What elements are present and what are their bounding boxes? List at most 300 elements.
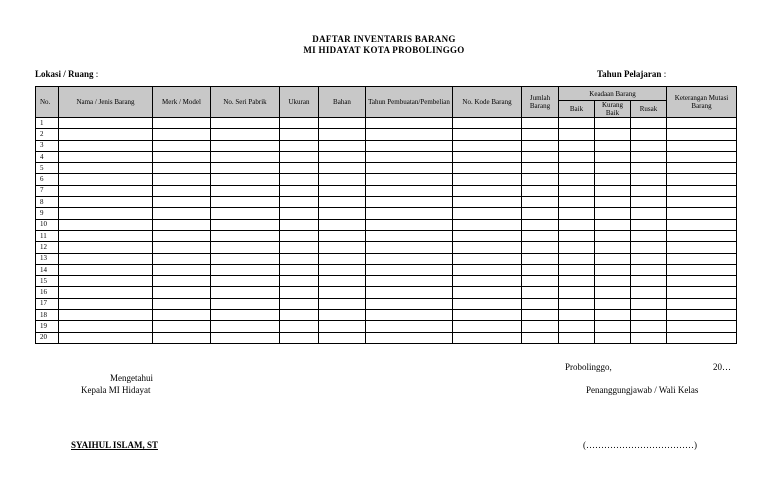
table-row [36, 264, 737, 275]
row-number: 3 [36, 140, 59, 151]
table-cell [319, 321, 366, 332]
table-cell [453, 242, 522, 253]
table-cell [595, 208, 631, 219]
col-header-bahan: Bahan [319, 87, 366, 118]
table-cell [559, 208, 595, 219]
table-cell [153, 140, 211, 151]
table-cell [153, 197, 211, 208]
table-cell [280, 287, 319, 298]
table-cell [280, 129, 319, 140]
table-cell [211, 242, 280, 253]
table-cell [453, 185, 522, 196]
table-cell [667, 253, 737, 264]
table-cell [453, 298, 522, 309]
row-number: 12 [36, 242, 59, 253]
table-cell [366, 253, 453, 264]
row-number: 6 [36, 174, 59, 185]
table-cell [631, 163, 667, 174]
table-cell [667, 264, 737, 275]
table-cell [453, 321, 522, 332]
table-cell [153, 287, 211, 298]
table-cell [667, 197, 737, 208]
table-cell [631, 310, 667, 321]
table-cell [211, 230, 280, 241]
table-cell [631, 174, 667, 185]
penanggungjawab-label: Penanggungjawab / Wali Kelas [586, 385, 699, 395]
table-cell [280, 163, 319, 174]
table-cell [559, 310, 595, 321]
table-cell [366, 287, 453, 298]
table-cell [667, 332, 737, 343]
table-cell [667, 118, 737, 129]
table-cell [559, 242, 595, 253]
table-cell [595, 310, 631, 321]
table-cell [631, 321, 667, 332]
col-header-kode: No. Kode Barang [453, 87, 522, 118]
document-title: DAFTAR INVENTARIS BARANG [312, 34, 456, 44]
table-cell [453, 287, 522, 298]
table-cell [211, 151, 280, 162]
table-row [36, 276, 737, 287]
table-cell [595, 219, 631, 230]
table-cell [366, 129, 453, 140]
table-cell [211, 129, 280, 140]
table-cell [319, 264, 366, 275]
table-cell [631, 276, 667, 287]
table-cell [631, 264, 667, 275]
table-cell [59, 118, 153, 129]
table-cell [319, 151, 366, 162]
table-cell [153, 174, 211, 185]
table-cell [453, 174, 522, 185]
table-cell [280, 332, 319, 343]
row-number: 15 [36, 276, 59, 287]
table-cell [59, 230, 153, 241]
table-cell [153, 230, 211, 241]
table-cell [667, 276, 737, 287]
table-cell [595, 253, 631, 264]
table-cell [631, 197, 667, 208]
place-label: Probolinggo, [565, 362, 612, 372]
table-cell [595, 230, 631, 241]
col-header-tahun: Tahun Pembuatan/Pembelian [366, 87, 453, 118]
table-cell [631, 185, 667, 196]
table-cell [366, 298, 453, 309]
table-cell [595, 298, 631, 309]
table-cell [522, 230, 559, 241]
tahun-pelajaran-label: Tahun Pelajaran [597, 69, 662, 79]
row-number: 9 [36, 208, 59, 219]
table-cell [595, 287, 631, 298]
table-cell [631, 208, 667, 219]
row-number: 16 [36, 287, 59, 298]
table-row [36, 140, 737, 151]
table-cell [522, 321, 559, 332]
table-cell [559, 140, 595, 151]
table-cell [453, 197, 522, 208]
table-cell [631, 151, 667, 162]
table-cell [522, 264, 559, 275]
table-cell [522, 208, 559, 219]
table-cell [211, 276, 280, 287]
table-cell [153, 253, 211, 264]
col-header-nama: Nama / Jenis Barang [59, 87, 153, 118]
table-cell [453, 118, 522, 129]
table-cell [522, 287, 559, 298]
table-cell [366, 174, 453, 185]
table-cell [366, 332, 453, 343]
table-cell [631, 219, 667, 230]
table-cell [319, 332, 366, 343]
table-cell [59, 287, 153, 298]
table-cell [667, 174, 737, 185]
table-cell [280, 151, 319, 162]
table-cell [59, 140, 153, 151]
col-header-kurang-baik: Kurang Baik [595, 101, 631, 118]
table-cell [211, 332, 280, 343]
table-cell [59, 298, 153, 309]
table-cell [595, 332, 631, 343]
col-header-merk: Merk / Model [153, 87, 211, 118]
table-cell [211, 287, 280, 298]
table-row [36, 219, 737, 230]
row-number: 4 [36, 151, 59, 162]
table-cell [453, 332, 522, 343]
table-cell [595, 197, 631, 208]
row-number: 20 [36, 332, 59, 343]
table-cell [319, 118, 366, 129]
table-cell [366, 185, 453, 196]
table-cell [522, 298, 559, 309]
table-cell [522, 332, 559, 343]
row-number: 5 [36, 163, 59, 174]
table-cell [319, 310, 366, 321]
table-cell [59, 174, 153, 185]
table-cell [280, 230, 319, 241]
table-cell [595, 151, 631, 162]
table-cell [366, 219, 453, 230]
table-cell [453, 129, 522, 140]
table-cell [522, 310, 559, 321]
table-cell [559, 151, 595, 162]
table-cell [280, 197, 319, 208]
table-cell [366, 118, 453, 129]
table-cell [595, 185, 631, 196]
table-cell [667, 208, 737, 219]
table-cell [522, 253, 559, 264]
table-row [36, 230, 737, 241]
table-cell [319, 253, 366, 264]
table-cell [280, 140, 319, 151]
row-number: 18 [36, 310, 59, 321]
table-cell [595, 242, 631, 253]
table-cell [153, 129, 211, 140]
table-cell [559, 332, 595, 343]
table-cell [59, 310, 153, 321]
table-cell [595, 163, 631, 174]
table-cell [153, 332, 211, 343]
kepala-label: Kepala MI Hidayat [81, 385, 151, 395]
table-cell [522, 219, 559, 230]
col-header-rusak: Rusak [631, 101, 667, 118]
table-cell [631, 230, 667, 241]
table-cell [366, 151, 453, 162]
table-cell [522, 185, 559, 196]
table-cell [211, 310, 280, 321]
table-row [36, 253, 737, 264]
table-cell [153, 219, 211, 230]
document-subtitle: MI HIDAYAT KOTA PROBOLINGGO [303, 45, 465, 55]
table-cell [631, 287, 667, 298]
table-cell [280, 310, 319, 321]
table-cell [153, 185, 211, 196]
table-cell [366, 230, 453, 241]
table-cell [559, 197, 595, 208]
table-cell [59, 151, 153, 162]
table-cell [153, 264, 211, 275]
table-cell [559, 287, 595, 298]
table-cell [280, 219, 319, 230]
table-cell [631, 298, 667, 309]
table-cell [366, 140, 453, 151]
table-cell [280, 185, 319, 196]
table-cell [522, 163, 559, 174]
table-cell [319, 219, 366, 230]
year-label: 20… [713, 362, 731, 372]
col-header-keadaan: Keadaan Barang [559, 87, 667, 101]
tahun-pelajaran-colon: : [663, 69, 667, 79]
table-cell [631, 129, 667, 140]
table-cell [559, 321, 595, 332]
col-header-seri: No. Seri Pabrik [211, 87, 280, 118]
table-cell [153, 276, 211, 287]
table-cell [319, 197, 366, 208]
table-cell [280, 321, 319, 332]
table-cell [280, 242, 319, 253]
table-cell [559, 230, 595, 241]
row-number: 19 [36, 321, 59, 332]
table-cell [319, 242, 366, 253]
row-number: 11 [36, 230, 59, 241]
table-cell [453, 219, 522, 230]
table-cell [667, 287, 737, 298]
table-cell [153, 151, 211, 162]
table-cell [280, 298, 319, 309]
table-cell [559, 219, 595, 230]
table-cell [559, 185, 595, 196]
row-number: 10 [36, 219, 59, 230]
table-cell [319, 140, 366, 151]
table-cell [595, 174, 631, 185]
table-cell [667, 219, 737, 230]
row-number: 1 [36, 118, 59, 129]
table-row [36, 208, 737, 219]
table-cell [366, 264, 453, 275]
table-cell [319, 230, 366, 241]
inventory-table [35, 86, 737, 344]
table-cell [280, 174, 319, 185]
table-cell [667, 230, 737, 241]
table-cell [559, 174, 595, 185]
table-cell [559, 129, 595, 140]
table-cell [667, 151, 737, 162]
table-cell [59, 321, 153, 332]
table-cell [559, 163, 595, 174]
table-cell [366, 276, 453, 287]
table-cell [522, 242, 559, 253]
table-cell [667, 242, 737, 253]
table-cell [595, 276, 631, 287]
table-cell [453, 208, 522, 219]
table-cell [366, 163, 453, 174]
table-cell [667, 163, 737, 174]
table-cell [153, 118, 211, 129]
table-cell [59, 242, 153, 253]
table-cell [319, 129, 366, 140]
table-cell [453, 230, 522, 241]
table-cell [59, 276, 153, 287]
table-cell [366, 197, 453, 208]
table-cell [366, 321, 453, 332]
table-cell [453, 264, 522, 275]
col-header-jumlah: Jumlah Barang [522, 87, 559, 118]
row-number: 2 [36, 129, 59, 140]
signature-placeholder: (………………………………) [583, 440, 697, 450]
table-cell [522, 129, 559, 140]
table-cell [211, 174, 280, 185]
table-cell [595, 140, 631, 151]
table-row [36, 163, 737, 174]
table-cell [522, 197, 559, 208]
table-cell [595, 321, 631, 332]
table-row [36, 321, 737, 332]
table-cell [453, 310, 522, 321]
table-row [36, 174, 737, 185]
table-cell [366, 242, 453, 253]
table-cell [366, 208, 453, 219]
table-cell [211, 118, 280, 129]
table-cell [559, 118, 595, 129]
table-cell [522, 276, 559, 287]
table-cell [595, 118, 631, 129]
lokasi-field [35, 69, 98, 79]
table-cell [211, 163, 280, 174]
table-cell [153, 321, 211, 332]
table-cell [153, 208, 211, 219]
table-cell [631, 332, 667, 343]
table-cell [211, 208, 280, 219]
table-row [36, 185, 737, 196]
col-header-ukuran: Ukuran [280, 87, 319, 118]
table-cell [559, 264, 595, 275]
table-cell [667, 185, 737, 196]
table-cell [595, 129, 631, 140]
table-row [36, 287, 737, 298]
table-cell [59, 129, 153, 140]
table-row [36, 242, 737, 253]
col-header-baik: Baik [559, 101, 595, 118]
table-cell [59, 332, 153, 343]
table-cell [319, 208, 366, 219]
table-cell [319, 276, 366, 287]
table-cell [280, 276, 319, 287]
row-number: 17 [36, 298, 59, 309]
table-row [36, 332, 737, 343]
table-cell [211, 321, 280, 332]
table-cell [522, 174, 559, 185]
row-number: 7 [36, 185, 59, 196]
table-cell [280, 118, 319, 129]
row-number: 13 [36, 253, 59, 264]
table-cell [153, 298, 211, 309]
table-cell [211, 197, 280, 208]
col-header-no: No. [36, 87, 59, 118]
table-cell [522, 140, 559, 151]
table-cell [319, 287, 366, 298]
table-cell [667, 129, 737, 140]
table-row [36, 197, 737, 208]
table-cell [595, 264, 631, 275]
table-cell [667, 140, 737, 151]
table-cell [153, 242, 211, 253]
tahun-pelajaran-field [597, 69, 666, 79]
table-cell [453, 151, 522, 162]
table-cell [667, 321, 737, 332]
table-cell [211, 298, 280, 309]
table-cell [59, 264, 153, 275]
table-cell [453, 140, 522, 151]
mengetahui-label: Mengetahui [110, 373, 153, 383]
table-cell [667, 298, 737, 309]
table-cell [559, 298, 595, 309]
table-cell [453, 253, 522, 264]
inventory-table-body [36, 118, 737, 344]
table-cell [280, 264, 319, 275]
col-header-keterangan: Keterangan Mutasi Barang [667, 87, 737, 118]
table-cell [211, 219, 280, 230]
table-cell [59, 163, 153, 174]
table-cell [319, 174, 366, 185]
table-row [36, 298, 737, 309]
table-cell [211, 264, 280, 275]
table-cell [631, 140, 667, 151]
lokasi-label: Lokasi / Ruang [35, 69, 94, 79]
table-row [36, 310, 737, 321]
table-cell [667, 310, 737, 321]
table-cell [153, 310, 211, 321]
table-cell [211, 140, 280, 151]
table-row [36, 118, 737, 129]
table-cell [153, 163, 211, 174]
table-cell [59, 185, 153, 196]
table-cell [522, 118, 559, 129]
table-cell [631, 253, 667, 264]
table-cell [453, 163, 522, 174]
table-cell [59, 208, 153, 219]
table-cell [631, 242, 667, 253]
table-cell [559, 276, 595, 287]
table-cell [319, 185, 366, 196]
table-cell [559, 253, 595, 264]
table-cell [59, 219, 153, 230]
row-number: 8 [36, 197, 59, 208]
row-number: 14 [36, 264, 59, 275]
table-cell [522, 151, 559, 162]
signatory-name: SYAIHUL ISLAM, ST [71, 440, 158, 450]
table-cell [631, 118, 667, 129]
table-cell [211, 185, 280, 196]
table-cell [319, 163, 366, 174]
